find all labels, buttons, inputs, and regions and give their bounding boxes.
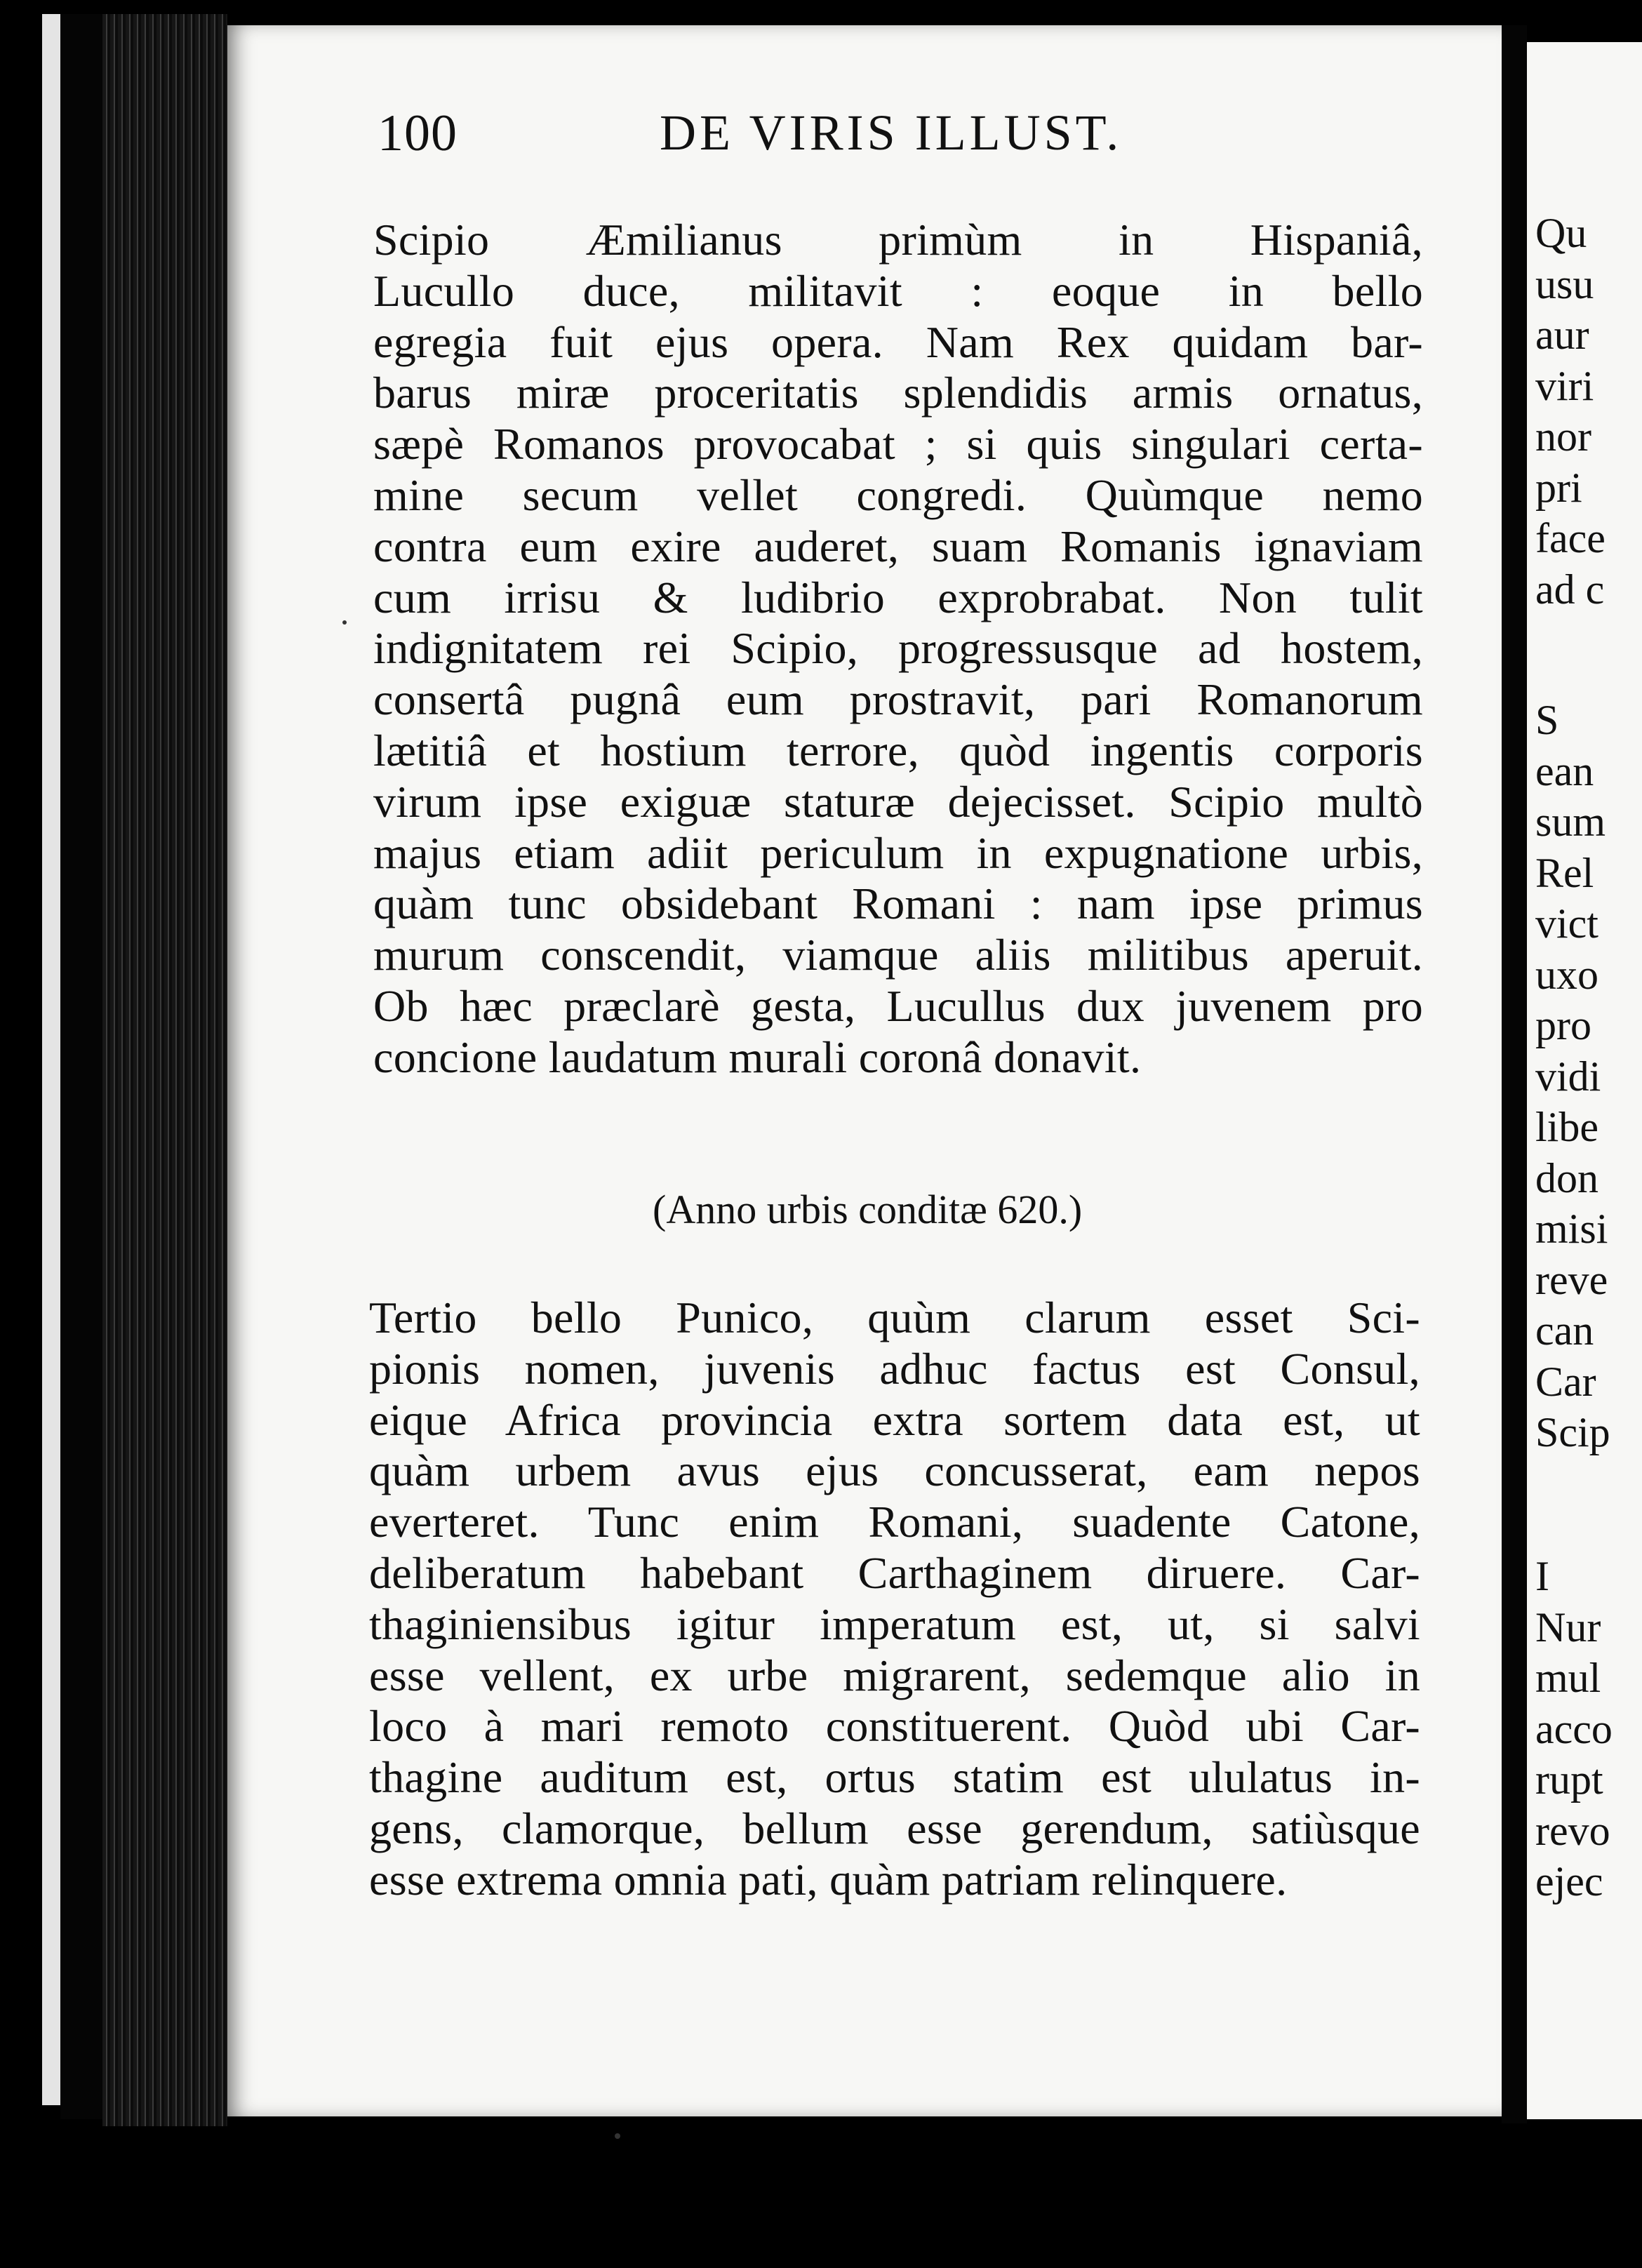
text-line: esse extrema omnia pati, quàm patriam relinquere. (369, 1854, 1288, 1905)
next-page-line: vidi (1535, 1053, 1601, 1100)
text-line: deliberatum habebant Carthaginem diruere. Car- (369, 1547, 1420, 1598)
running-head: DE VIRIS ILLUST. (660, 105, 1123, 161)
next-page-line: S (1535, 697, 1559, 743)
text-line: contra eum exire auderet, suam Romanis ignaviam (373, 521, 1423, 571)
next-page-lines-mid (1535, 695, 1610, 1458)
text-line: thaginiensibus igitur imperatum est, ut, si salvi (369, 1599, 1420, 1649)
text-line: esse vellent, ex urbe migrarent, sedemque alio in (369, 1650, 1420, 1700)
text-line: pionis nomen, juvenis adhuc factus est Consul, (369, 1343, 1420, 1394)
next-page-line: Rel (1535, 849, 1594, 896)
next-page-line: face (1535, 515, 1606, 561)
next-page-line: nor (1535, 413, 1591, 460)
text-line: lætitiâ et hostium terrore, quòd ingentis corporis (373, 725, 1423, 775)
next-page-line: reve (1535, 1256, 1608, 1303)
text-line: gens, clamorque, bellum esse gerendum, satiùsque (369, 1803, 1420, 1853)
next-page-line: sum (1535, 799, 1606, 845)
text-line: eique Africa provincia extra sortem data est, ut (369, 1394, 1420, 1445)
next-page-line: Car (1535, 1358, 1596, 1405)
next-page-line: aur (1535, 312, 1589, 358)
text-line: cum irrisu & ludibrio exprobrabat. Non tulit (373, 572, 1423, 622)
next-page-lines-bottom (1535, 1551, 1613, 1907)
next-page-line: usu (1535, 260, 1594, 307)
text-line: majus etiam adiit periculum in expugnatione urbis, (373, 827, 1423, 878)
text-line: Lucullo duce, militavit : eoque in bello (373, 265, 1423, 316)
text-line: mine secum vellet congredi. Quùmque nemo (373, 469, 1423, 520)
page-edges (102, 14, 227, 2126)
text-line: egregia fuit ejus opera. Nam Rex quidam bar- (373, 316, 1423, 367)
paragraph-tertio (369, 1293, 1420, 1906)
text-line: quàm tunc obsidebant Romani : nam ipse primus (373, 879, 1423, 929)
text-line: murum conscendit, viamque aliis militibus aperuit. (373, 930, 1423, 980)
next-page-line: pri (1535, 464, 1582, 511)
text-line: sæpè Romanos provocabat ; si quis singulari certa- (373, 419, 1423, 469)
next-page-line: viri (1535, 362, 1594, 409)
next-page-line: ean (1535, 747, 1594, 794)
paragraph-scipio (373, 215, 1423, 1083)
text-line: everteret. Tunc enim Romani, suadente Catone, (369, 1497, 1420, 1547)
text-line: indignitatem rei Scipio, progressusque ad hostem, (373, 623, 1423, 674)
spine-highlight (42, 14, 60, 2105)
text-line: Ob hæc præclarè gesta, Lucullus dux juvenem pro (373, 980, 1423, 1031)
text-line: Scipio Æmilianus primùm in Hispaniâ, (373, 215, 1423, 265)
next-page-line: rupt (1535, 1756, 1603, 1803)
next-page-line: I (1535, 1553, 1549, 1599)
text-line: concione laudatum murali coronâ donavit. (373, 1032, 1142, 1082)
text-line: loco à mari remoto constituerent. Quòd ubi Car- (369, 1701, 1420, 1752)
text-line: thagine auditum est, ortus statim est ululatus in- (369, 1752, 1420, 1803)
next-page-line: ad c (1535, 566, 1605, 613)
next-page-fragment (1527, 42, 1642, 2119)
next-page-line: libe (1535, 1104, 1598, 1150)
next-page-line: revo (1535, 1807, 1610, 1854)
next-page-line: uxo (1535, 951, 1598, 998)
next-page-line: Nur (1535, 1603, 1601, 1650)
next-page-line: vict (1535, 900, 1598, 947)
page-number: 100 (378, 105, 458, 162)
gutter (1502, 25, 1527, 2123)
book-spine (60, 14, 102, 2119)
next-page-line: Scip (1535, 1409, 1610, 1455)
next-page-line: ejec (1535, 1858, 1603, 1905)
next-page-line: misi (1535, 1206, 1608, 1252)
page-speck (342, 620, 347, 625)
next-page-line: pro (1535, 1002, 1591, 1048)
next-page-line: acco (1535, 1705, 1613, 1752)
next-page-line: can (1535, 1307, 1594, 1354)
text-line: Tertio bello Punico, quùm clarum esset Sci- (369, 1293, 1420, 1342)
next-page-line: don (1535, 1154, 1598, 1201)
text-line: barus miræ proceritatis splendidis armis ornatus, (373, 368, 1423, 418)
text-line: quàm urbem avus ejus concusserat, eam nepos (369, 1446, 1420, 1496)
next-page-line: Qu (1535, 210, 1587, 256)
date-caption: (Anno urbis conditæ 620.) (653, 1187, 1083, 1232)
next-page-lines-top (1535, 208, 1606, 615)
page-speck (615, 2133, 620, 2139)
text-line: virum ipse exiguæ staturæ dejecisset. Scipio multò (373, 776, 1423, 827)
next-page-line: mul (1535, 1655, 1601, 1701)
text-line: consertâ pugnâ eum prostravit, pari Romanorum (373, 674, 1423, 725)
